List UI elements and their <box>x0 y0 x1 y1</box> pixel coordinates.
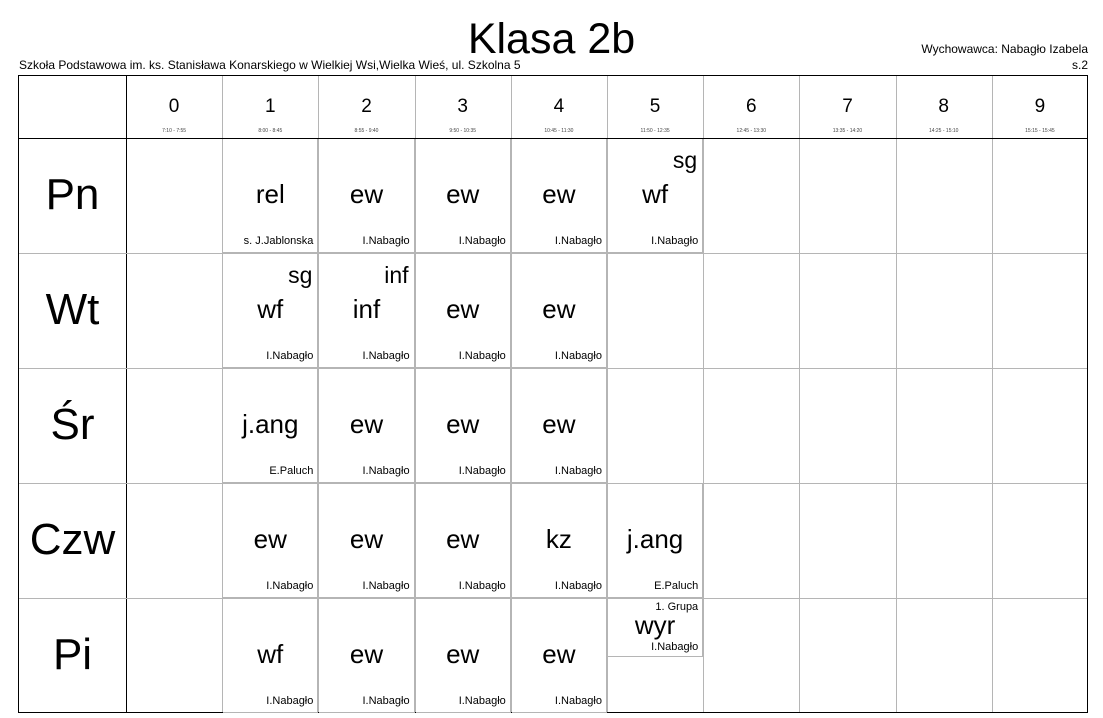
lesson-room: sg <box>672 147 698 173</box>
lesson-cell[interactable] <box>416 139 511 253</box>
lesson-subject: ew <box>446 294 480 324</box>
lesson-cell[interactable] <box>319 599 414 713</box>
lesson-subject: wf <box>642 179 669 209</box>
lesson-room: sg <box>288 262 313 288</box>
lesson-subject: ew <box>349 409 384 439</box>
lesson-cell[interactable] <box>223 484 318 598</box>
lesson-subject: ew <box>349 639 384 669</box>
lesson-subject: ew <box>542 409 576 439</box>
period-header <box>126 76 222 138</box>
lesson-subject: wf <box>257 294 284 324</box>
lesson-cell[interactable] <box>608 139 703 253</box>
lesson-teacher: I.Nabagło <box>266 695 314 707</box>
period-number: 4 <box>553 96 565 117</box>
period-time: 8:00 - 8:45 <box>258 128 283 134</box>
day-label: Śr <box>50 400 95 449</box>
lesson-cell[interactable] <box>223 254 318 368</box>
period-time: 7:10 - 7:55 <box>162 128 187 134</box>
lesson-teacher: I.Nabagło <box>362 465 410 477</box>
lesson-teacher: I.Nabagło <box>362 695 410 707</box>
column-divider <box>896 76 897 712</box>
lesson-teacher: I.Nabagło <box>362 350 410 362</box>
lesson-cell[interactable] <box>416 484 511 598</box>
period-header <box>799 76 895 138</box>
lesson-teacher: s. J.Jablonska <box>243 235 314 247</box>
timetable-title: Klasa 2b <box>467 15 636 63</box>
period-header <box>415 76 511 138</box>
lesson-teacher: I.Nabagło <box>554 235 602 247</box>
timetable-grid <box>18 75 1088 713</box>
lesson-subject: ew <box>446 639 480 669</box>
lesson-teacher: I.Nabagło <box>362 235 410 247</box>
lesson-teacher: I.Nabagło <box>266 580 314 592</box>
lesson-subject: kz <box>545 524 572 554</box>
period-time: 8:55 - 9:40 <box>354 128 379 134</box>
lesson-subject: ew <box>542 179 576 209</box>
period-time: 10:45 - 11:30 <box>544 128 574 134</box>
period-header <box>222 76 318 138</box>
lesson-teacher: I.Nabagło <box>554 350 602 362</box>
lesson-teacher: E.Paluch <box>654 580 699 592</box>
lesson-cell[interactable] <box>512 484 607 598</box>
period-time: 9:50 - 10:35 <box>449 128 477 134</box>
lesson-cell[interactable] <box>512 254 607 368</box>
period-number: 9 <box>1034 96 1046 117</box>
lesson-subject: wf <box>257 639 284 669</box>
lesson-teacher: I.Nabagło <box>458 695 506 707</box>
lesson-subject: j.ang <box>626 524 684 554</box>
lesson-subject: ew <box>446 409 480 439</box>
period-time: 12:45 - 13:30 <box>736 128 767 134</box>
period-header <box>992 76 1088 138</box>
period-time: 13:35 - 14:20 <box>832 128 863 134</box>
day-label: Wt <box>45 285 100 334</box>
lesson-cell[interactable] <box>512 139 607 253</box>
period-number: 3 <box>457 96 468 117</box>
lesson-subject: wyr <box>634 610 676 640</box>
period-number: 7 <box>842 96 853 117</box>
period-number: 0 <box>168 96 180 117</box>
period-number: 8 <box>938 96 949 117</box>
lesson-subject: ew <box>349 179 384 209</box>
lesson-subject: ew <box>542 639 576 669</box>
lesson-cell[interactable] <box>223 369 318 483</box>
day-label: Pi <box>52 630 93 679</box>
lesson-teacher: I.Nabagło <box>651 641 699 653</box>
period-number: 6 <box>745 96 757 117</box>
lesson-cell[interactable] <box>512 599 607 713</box>
lesson-group: 1. Grupa <box>655 601 699 613</box>
period-header <box>511 76 607 138</box>
lesson-room: inf <box>384 262 409 288</box>
period-header <box>896 76 992 138</box>
period-time: 15:15 - 15:45 <box>1025 128 1055 134</box>
lesson-teacher: I.Nabagło <box>458 350 506 362</box>
lesson-teacher: I.Nabagło <box>651 235 699 247</box>
lesson-subject: ew <box>542 294 576 324</box>
lesson-teacher: I.Nabagło <box>458 465 506 477</box>
day-label: Czw <box>29 515 116 564</box>
lesson-cell[interactable] <box>223 139 318 253</box>
period-time: 11:50 - 12:35 <box>640 128 670 134</box>
lesson-teacher: I.Nabagło <box>458 580 506 592</box>
period-header <box>318 76 414 138</box>
day-label: Pn <box>45 170 100 219</box>
lesson-subject: j.ang <box>242 409 299 439</box>
lesson-subject: rel <box>255 179 285 209</box>
period-header <box>703 76 799 138</box>
lesson-teacher: I.Nabagło <box>554 695 602 707</box>
lesson-subject: ew <box>253 524 287 554</box>
column-divider <box>126 76 127 712</box>
lesson-cell[interactable] <box>608 599 703 657</box>
lesson-teacher: E.Paluch <box>269 465 314 477</box>
column-divider <box>992 76 993 712</box>
lesson-cell[interactable] <box>319 139 414 253</box>
lesson-subject: ew <box>446 179 480 209</box>
lesson-cell[interactable] <box>319 369 414 483</box>
lesson-cell[interactable] <box>608 484 703 598</box>
lesson-cell[interactable] <box>319 254 414 368</box>
lesson-cell[interactable] <box>416 599 511 713</box>
lesson-subject: ew <box>349 524 384 554</box>
period-header <box>607 76 703 138</box>
lesson-teacher: I.Nabagło <box>266 350 314 362</box>
lesson-cell[interactable] <box>416 254 511 368</box>
home-room: s.2 <box>1071 58 1088 72</box>
period-number: 5 <box>649 96 661 117</box>
lesson-subject: ew <box>446 524 480 554</box>
period-number: 2 <box>361 96 372 117</box>
period-time: 14:25 - 15:10 <box>928 128 959 134</box>
school-name: Szkoła Podstawowa im. ks. Stanisława Konarskiego w Wielkiej Wsi,Wielka Wieś, ul. Szkolna 5 <box>19 58 521 72</box>
lesson-subject: inf <box>352 294 381 324</box>
class-tutor: Wychowawca: Nabagło Izabela <box>921 42 1088 56</box>
lesson-cell[interactable] <box>416 369 511 483</box>
lesson-cell[interactable] <box>223 599 318 713</box>
period-number: 1 <box>264 96 276 117</box>
lesson-cell[interactable] <box>512 369 607 483</box>
lesson-teacher: I.Nabagło <box>458 235 506 247</box>
column-divider <box>799 76 800 712</box>
lesson-teacher: I.Nabagło <box>554 465 602 477</box>
column-divider <box>703 76 704 712</box>
lesson-teacher: I.Nabagło <box>554 580 602 592</box>
lesson-teacher: I.Nabagło <box>362 580 410 592</box>
lesson-cell[interactable] <box>319 484 414 598</box>
